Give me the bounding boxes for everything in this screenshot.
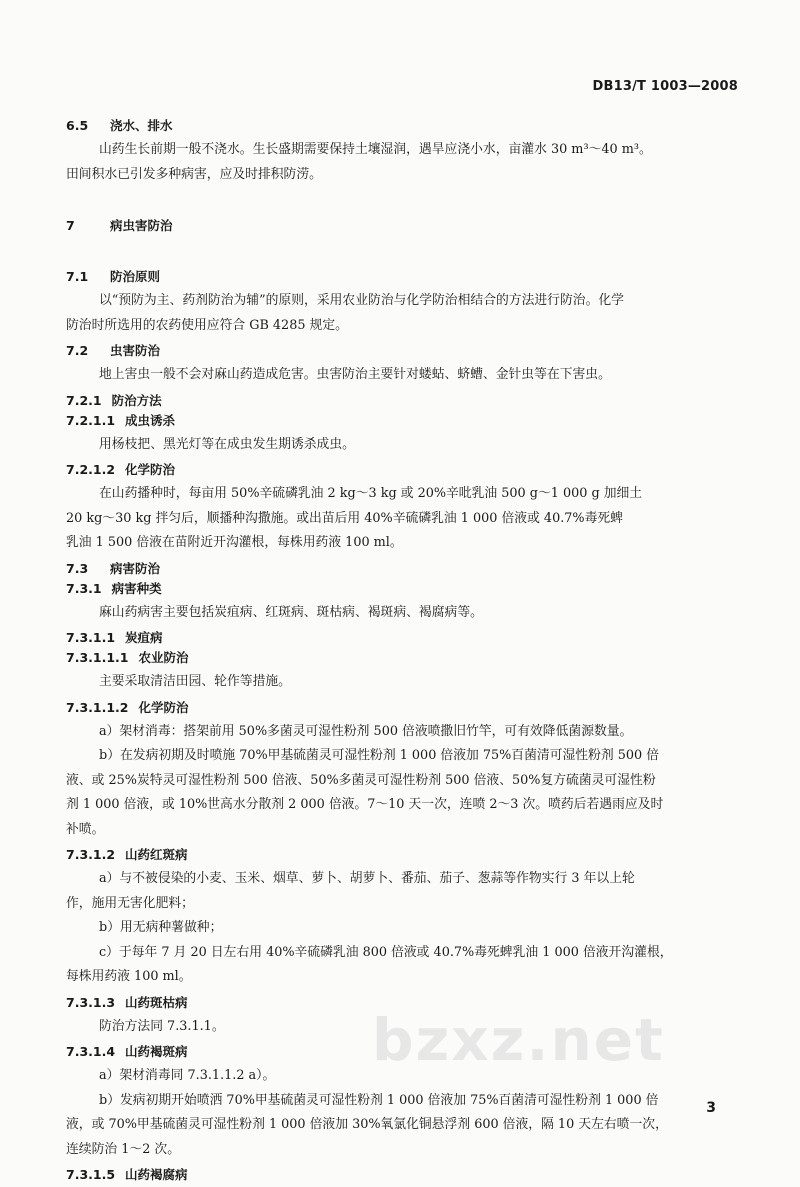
section-title: 病害种类 <box>111 580 162 596</box>
section-title: 虫害防治 <box>110 343 161 358</box>
section-heading <box>66 1167 738 1182</box>
paragraph-line: 防治方法同 7.3.1.1。 <box>99 1018 225 1034</box>
paragraph-continuation: 每株用药液 100 ml。 <box>66 969 192 984</box>
watermark: bzxz.net <box>372 1006 665 1074</box>
section-number: 7.3.1.1.1 <box>66 650 129 665</box>
section-title: 炭疽病 <box>125 630 163 645</box>
section-heading <box>66 581 738 596</box>
paragraph-line: b）在发病初期及时喷施 70%甲基硫菌灵可湿性粉剂 1 000 倍液加 75%百菌清可湿性粉剂 500 倍 <box>99 748 660 763</box>
paragraph-line: 以“预防为主、药剂防治为辅”的原则，采用农业防治与化学防治相结合的方法进行防治。化学 <box>99 293 624 308</box>
section-number: 7.2 <box>66 343 89 358</box>
section-number: 7.3.1.3 <box>66 994 116 1010</box>
section-number: 7.3.1.5 <box>66 1167 116 1182</box>
section-heading <box>66 118 738 133</box>
section-heading <box>66 561 738 576</box>
section-title: 山药斑枯病 <box>125 994 188 1010</box>
paragraph-continuation: 液、或 25%炭特灵可湿性粉剂 500 倍液、50%多菌灵可湿性粉剂 500 倍液、50%复方硫菌灵可湿性粉 <box>66 772 656 788</box>
paragraph-line: b）发病初期开始喷洒 70%甲基硫菌灵可湿性粉剂 1 000 倍液加 75%百菌清可湿性粉剂 1 000 倍 <box>99 1092 659 1108</box>
paragraph-line: 麻山药病害主要包括炭疽病、红斑病、斑枯病、褐斑病、褐腐病等。 <box>99 604 483 620</box>
section-number: 6.5 <box>66 118 89 133</box>
section-title: 病害防治 <box>110 560 161 576</box>
section-heading <box>66 413 738 428</box>
paragraph-continuation: 补喷。 <box>66 821 105 837</box>
section-number: 7.3.1.1.2 <box>66 699 129 715</box>
section-heading <box>66 269 738 284</box>
section-title: 防治原则 <box>110 269 161 284</box>
section-number: 7.1 <box>66 269 89 284</box>
paragraph-line: 在山药播种时，每亩用 50%辛硫磷乳油 2 kg～3 kg 或 20%辛吡乳油 500 g～1 000 g 加细土 <box>99 486 643 501</box>
paragraph-continuation: 田间积水已引发多种病害，应及时排积防涝。 <box>66 166 322 182</box>
standard-code: DB13/T 1003—2008 <box>592 79 738 94</box>
paragraph-line: a）架材消毒：搭架前用 50%多菌灵可湿性粉剂 500 倍液喷撒旧竹竿，可有效降低菌源数量。 <box>99 723 633 739</box>
page-number: 3 <box>706 1100 716 1116</box>
section-heading <box>66 630 738 645</box>
section-title: 山药红斑病 <box>125 847 188 862</box>
section-heading <box>66 343 738 358</box>
section-title: 浇水、排水 <box>110 118 173 133</box>
paragraph-line: a）与不被侵染的小麦、玉米、烟草、萝卜、胡萝卜、番茄、茄子、葱蒜等作物实行 3 年以上轮 <box>99 871 635 886</box>
paragraph-continuation: 乳油 1 500 倍液在苗附近开沟灌根，每株用药液 100 ml。 <box>66 535 403 550</box>
paragraph-line: 山药生长前期一般不浇水。生长盛期需要保持土壤湿润，遇旱应浇小水，亩灌水 30 m³～40 m³。 <box>99 142 652 157</box>
section-heading <box>66 847 738 862</box>
section-number: 7.2.1 <box>66 392 102 408</box>
paragraph-continuation: 剂 1 000 倍液，或 10%世高水分散剂 2 000 倍液。7～10 天一次，连喷 2～3 次。喷药后若遇雨应及时 <box>66 797 664 812</box>
paragraph-line: 地上害虫一般不会对麻山药造成危害。虫害防治主要针对蝼蛄、蛴螬、金针虫等在下害虫。 <box>99 367 611 382</box>
paragraph-continuation: 连续防治 1～2 次。 <box>66 1141 180 1157</box>
paragraph-continuation: 20 kg～30 kg 拌匀后，顺播种沟撒施。或出苗后用 40%辛硫磷乳油 1 000 倍液或 40.7%毒死蜱 <box>66 510 623 526</box>
section-number: 7.3.1.2 <box>66 847 116 862</box>
paragraph-continuation: 液，或 70%甲基硫菌灵可湿性粉剂 1 000 倍液加 30%氧氯化铜悬浮剂 600 倍液，隔 10 天左右喷一次， <box>66 1117 668 1132</box>
section-title: 化学防治 <box>125 462 176 477</box>
paragraph-line: c）于每年 7 月 20 日左右用 40%辛硫磷乳油 800 倍液或 40.7%毒死蜱乳油 1 000 倍液开沟灌根， <box>99 944 673 960</box>
section-number: 7.2.1.1 <box>66 412 116 428</box>
section-number: 7.3.1.4 <box>66 1044 116 1059</box>
paragraph-continuation: 防治时所选用的农药使用应符合 GB 4285 规定。 <box>66 317 348 333</box>
section-number: 7.3 <box>66 560 89 576</box>
section-heading <box>66 393 738 408</box>
paragraph-line: a）架材消毒同 7.3.1.1.2 a）。 <box>99 1068 276 1083</box>
paragraph-line: b）用无病种薯做种； <box>99 920 223 935</box>
section-number: 7 <box>66 218 75 233</box>
section-title: 成虫诱杀 <box>125 412 176 428</box>
paragraph-line: 用杨枝把、黑光灯等在成虫发生期诱杀成虫。 <box>99 436 355 452</box>
section-title: 化学防治 <box>138 699 189 715</box>
section-heading <box>66 650 738 665</box>
section-title: 农业防治 <box>138 650 189 665</box>
paragraph-line: 主要采取清洁田园、轮作等措施。 <box>99 674 291 689</box>
paragraph-continuation: 作，施用无害化肥料； <box>66 895 194 911</box>
section-title: 病虫害防治 <box>110 218 173 233</box>
section-gap <box>66 238 738 264</box>
section-title: 山药褐腐病 <box>125 1167 188 1182</box>
section-number: 7.3.1.1 <box>66 630 116 645</box>
section-gap <box>66 187 738 213</box>
section-title: 山药褐斑病 <box>125 1044 188 1059</box>
section-heading <box>66 462 738 477</box>
section-number: 7.3.1 <box>66 580 102 596</box>
section-title: 防治方法 <box>111 392 162 408</box>
section-number: 7.2.1.2 <box>66 462 116 477</box>
section-heading <box>66 218 738 233</box>
section-heading <box>66 700 738 715</box>
